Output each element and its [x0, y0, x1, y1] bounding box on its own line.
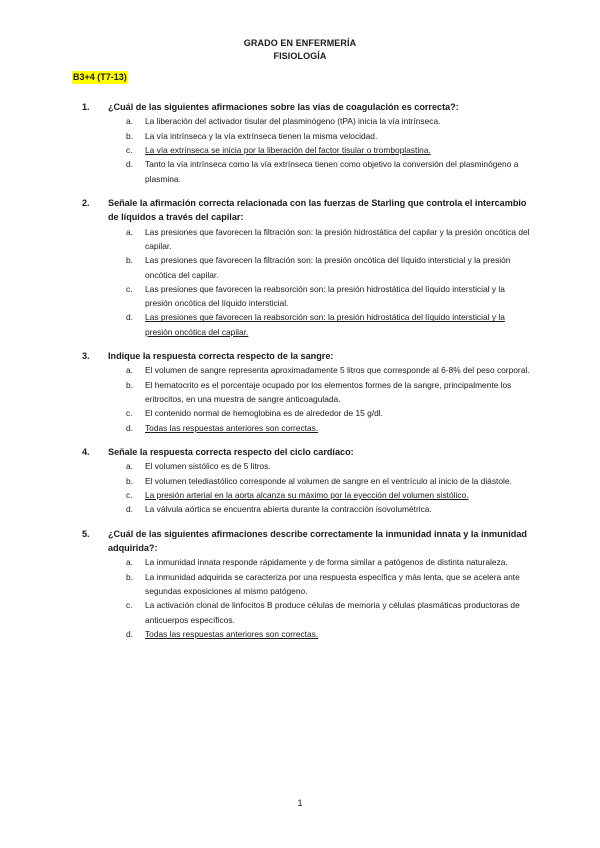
option-text: Todas las respuestas anteriores son correctas. — [145, 422, 319, 433]
option-d — [82, 502, 530, 516]
option-text: La inmunidad adquirida se caracteriza por una respuesta específica y más lenta, que se acelera ante segundas exposiciones al mismo patógeno. — [145, 571, 520, 596]
option-text: El contenido normal de hemoglobina es de alrededor de 15 g/dl. — [145, 408, 383, 419]
question-1 — [82, 100, 530, 186]
option-b — [82, 474, 530, 488]
option-text: Las presiones que favorecen la reabsorción son: la presión hidrostática del líquido intersticial y la presión oncótica del líquido intersticial. — [145, 283, 505, 309]
option-a — [82, 555, 530, 569]
option-letter: c. — [126, 489, 133, 500]
option-letter: d. — [126, 628, 133, 639]
option-letter: c. — [126, 408, 133, 419]
option-letter: b. — [126, 130, 133, 141]
page-number: 1 — [297, 798, 303, 808]
option-letter: c. — [126, 145, 133, 155]
option-c-correct — [82, 488, 530, 502]
option-text: La activación clonal de linfocitos B produce células de memoria y células plasmáticas productoras de anticuerpos específicos. — [145, 600, 520, 625]
question-number: 4. — [82, 446, 90, 457]
option-b — [82, 253, 530, 282]
question-text: Señale la respuesta correcta respecto del ciclo cardíaco: — [108, 446, 354, 457]
option-letter: b. — [126, 475, 133, 486]
question-number: 1. — [82, 102, 90, 112]
option-text: El volumen telediastólico corresponde al volumen de sangre en el ventrículo al inicio de la diástole. — [145, 475, 512, 486]
option-text: La inmunidad innata responde rápidamente y de forma similar a patógenos de distinta naturaleza. — [145, 557, 508, 568]
option-b — [82, 378, 530, 407]
option-letter: a. — [126, 116, 133, 127]
option-letter: d. — [126, 422, 133, 433]
question-4 — [82, 445, 530, 517]
option-letter: a. — [126, 365, 133, 376]
option-letter: d. — [126, 504, 133, 515]
option-text: Las presiones que favorecen la reabsorción son: la presión hidrostática del líquido intersticial y la presión oncótica del capilar. — [145, 312, 505, 337]
option-text: El hematocrito es el porcentaje ocupado por los elementos formes de la sangre, principalmente los eritrocitos, en una muestra de sangre anticoagulada. — [145, 379, 512, 405]
option-c — [82, 282, 530, 311]
option-a — [82, 363, 530, 377]
option-letter: d. — [126, 159, 133, 170]
option-letter: a. — [126, 557, 133, 568]
option-d — [82, 157, 530, 186]
subject-title: FISIOLOGÍA — [273, 51, 327, 61]
option-letter: b. — [126, 255, 133, 266]
document-header — [0, 37, 600, 63]
option-a — [82, 225, 530, 254]
option-letter: c. — [126, 600, 133, 611]
option-letter: c. — [126, 283, 133, 294]
option-text: La válvula aórtica se encuentra abierta durante la contracción isovolumétrica. — [145, 504, 432, 515]
block-tag-highlight: B3+4 (T7-13) — [73, 72, 127, 82]
option-c — [82, 406, 530, 420]
option-text: Todas las respuestas anteriores son correctas. — [145, 628, 319, 639]
option-b — [82, 570, 530, 599]
option-text: El volumen sistólico es de 5 litros. — [145, 461, 271, 472]
question-list — [82, 100, 530, 651]
degree-title: GRADO EN ENFERMERÍA — [243, 38, 357, 48]
question-text: Indique la respuesta correcta respecto de la sangre: — [108, 351, 334, 362]
option-text: La vía intrínseca y la vía extrínseca tienen la misma velocidad. — [145, 130, 378, 141]
question-number: 5. — [82, 528, 90, 539]
question-number: 3. — [82, 351, 90, 362]
option-a — [82, 114, 530, 128]
question-3 — [82, 349, 530, 435]
option-letter: a. — [126, 226, 133, 237]
option-text: Tanto la vía intrínseca como la vía extrínseca tienen como objetivo la conversión del plasminógeno a plasmina. — [145, 159, 519, 184]
option-a — [82, 459, 530, 473]
option-letter: d. — [126, 312, 133, 323]
option-letter: b. — [126, 379, 133, 390]
option-letter: b. — [126, 571, 133, 582]
option-b — [82, 129, 530, 143]
question-text: Señale la afirmación correcta relacionada con las fuerzas de Starling que controla el intercambio de líquidos a través del capilar: — [108, 197, 527, 223]
option-c-correct — [82, 143, 530, 157]
option-text: Las presiones que favorecen la filtración son: la presión hidrostática del capilar y la presión oncótica del capilar. — [145, 226, 530, 251]
question-number: 2. — [82, 197, 90, 208]
question-text: ¿Cuál de las siguientes afirmaciones sobre las vías de coagulación es correcta?: — [108, 102, 459, 112]
option-text: El volumen de sangre representa aproximadamente 5 litros que corresponde al 6-8% del peso corporal. — [145, 365, 530, 376]
option-letter: a. — [126, 461, 133, 472]
option-d-correct — [82, 421, 530, 435]
option-c — [82, 598, 530, 627]
option-text: La vía extrínseca se inicia por la liberación del factor tisular o tromboplastina. — [145, 145, 431, 155]
option-text: La presión arterial en la aorta alcanza su máximo por la eyección del volumen sistólico. — [145, 489, 469, 500]
question-text: ¿Cuál de las siguientes afirmaciones describe correctamente la inmunidad innata y la inmunidad adquirida?: — [108, 528, 527, 553]
option-d-correct — [82, 627, 530, 641]
option-text: Las presiones que favorecen la filtración son: la presión oncótica del líquido intersticial y la presión oncótica del capilar. — [145, 255, 511, 280]
question-2 — [82, 196, 530, 339]
option-text: La liberación del activador tisular del plasminógeno (tPA) inicia la vía intrínseca. — [145, 116, 441, 127]
question-5 — [82, 527, 530, 642]
option-d-correct — [82, 310, 530, 339]
